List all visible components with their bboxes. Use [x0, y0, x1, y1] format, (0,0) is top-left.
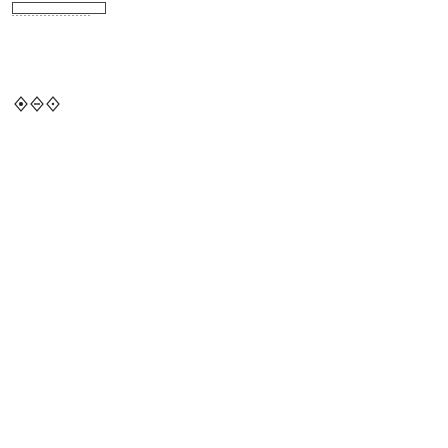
- document-header: [12, 2, 106, 14]
- genome-icon: [14, 96, 28, 112]
- genome-icon: [30, 96, 44, 112]
- header-rule: [12, 15, 92, 16]
- genome-icon: [46, 96, 60, 112]
